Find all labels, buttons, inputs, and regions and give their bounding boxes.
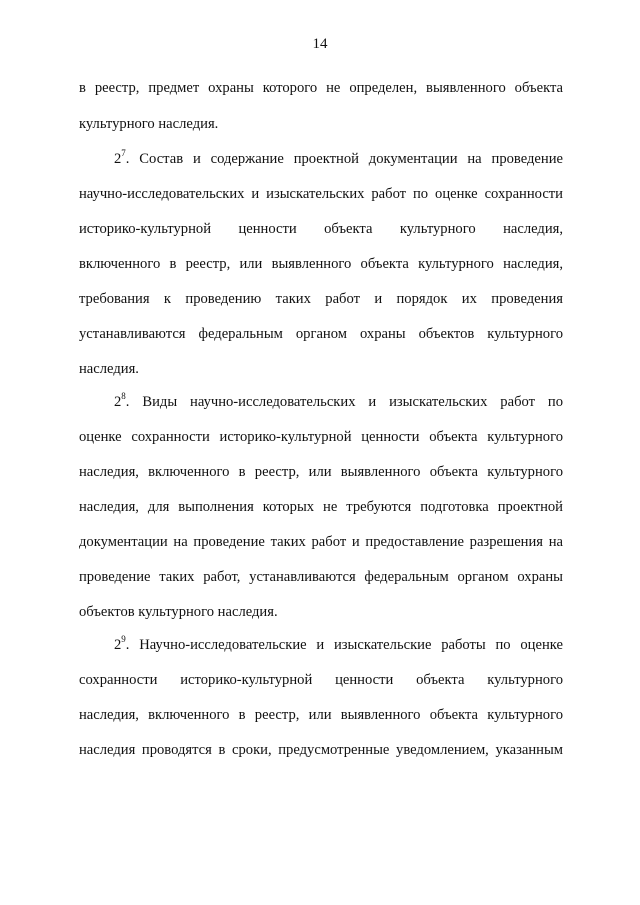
clause-number: $2^9$ xyxy=(114,634,126,653)
text-line: устанавливаются федеральным органом охраны объектов культурного xyxy=(79,326,563,342)
text-line: . Состав и содержание проектной документации на проведение xyxy=(125,151,563,167)
text-line: наследия, включенного в реестр, или выявленного объекта культурного xyxy=(79,707,563,723)
text-line: наследия. xyxy=(79,361,139,377)
text-line: наследия проводятся в сроки, предусмотренные уведомлением, указанным xyxy=(79,742,563,758)
text-line: . Научно-исследовательские и изыскательские работы по оценке xyxy=(125,637,563,653)
text-line: оценке сохранности историко-культурной ценности объекта культурного xyxy=(79,429,563,445)
text-line: наследия, для выполнения которых не требуются подготовка проектной xyxy=(79,499,563,515)
clause-number: $2^7$ xyxy=(114,148,126,167)
text-line: документации на проведение таких работ и предоставление разрешения на xyxy=(79,534,563,550)
text-line: научно-исследовательских и изыскательских работ по оценке сохранности xyxy=(79,186,563,202)
paragraph-first-line xyxy=(114,393,563,411)
text-line: включенного в реестр, или выявленного объекта культурного наследия, xyxy=(79,256,563,272)
text-line: объектов культурного наследия. xyxy=(79,604,278,620)
text-line: . Виды научно-исследовательских и изыскательских работ по xyxy=(125,394,563,410)
text-line: культурного наследия. xyxy=(79,116,219,132)
paragraph-first-line xyxy=(114,636,563,654)
clause-number: $2^8$ xyxy=(114,391,126,410)
text-line: сохранности историко-культурной ценности объекта культурного xyxy=(79,672,563,688)
text-line: проведение таких работ, устанавливаются федеральным органом охраны xyxy=(79,569,563,585)
text-line: историко-культурной ценности объекта культурного наследия, xyxy=(79,221,563,237)
text-line: наследия, включенного в реестр, или выявленного объекта культурного xyxy=(79,464,563,480)
page-number: 14 xyxy=(312,36,328,52)
paragraph-first-line xyxy=(114,150,563,168)
text-line: требования к проведению таких работ и порядок их проведения xyxy=(79,291,563,307)
text-line: в реестр, предмет охраны которого не определен, выявленного объекта xyxy=(79,80,563,96)
